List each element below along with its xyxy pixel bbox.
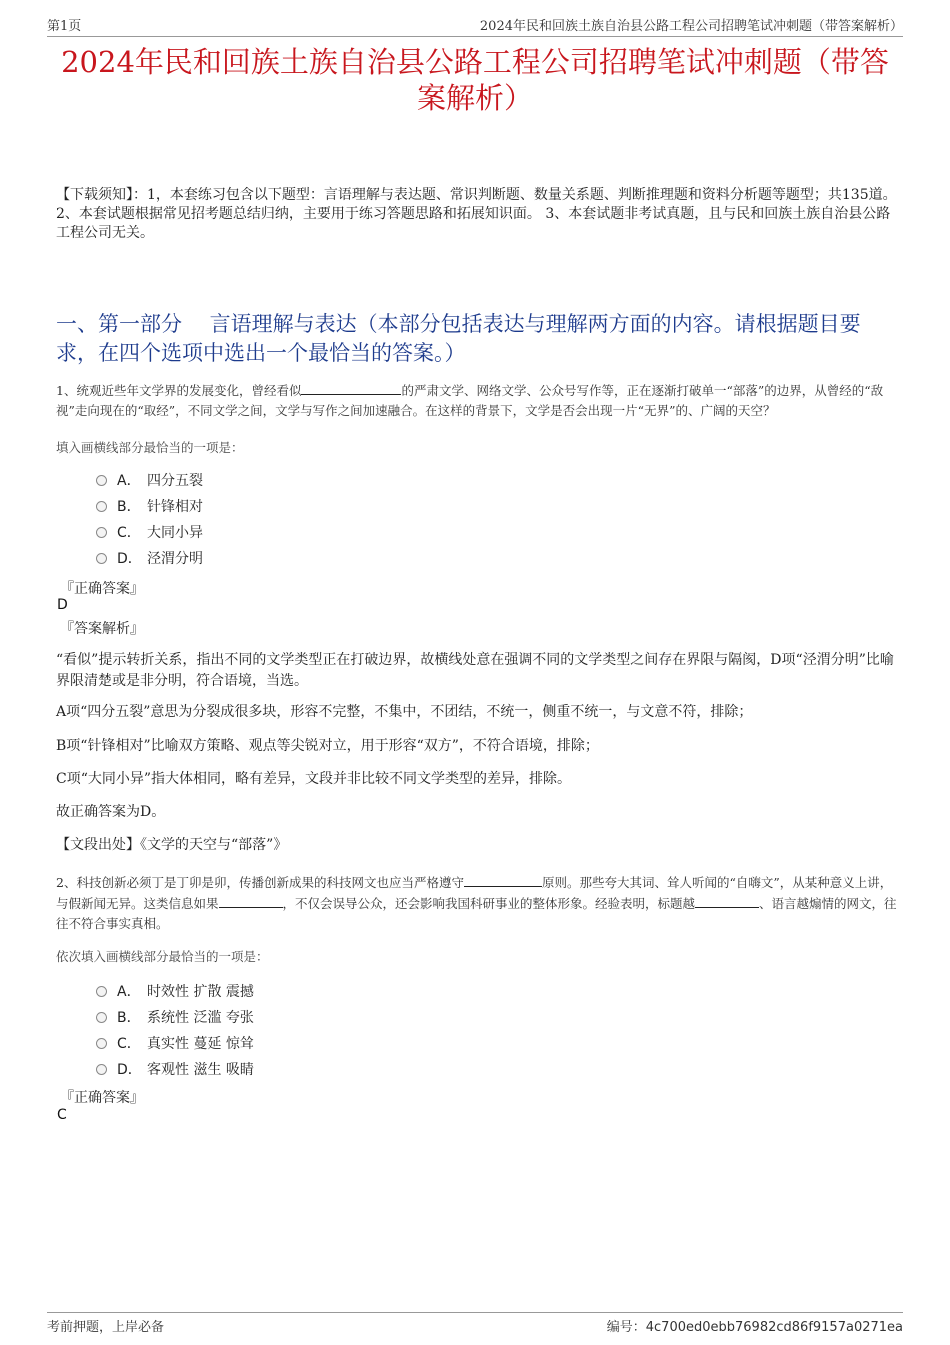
question-2-blank-1 (464, 872, 542, 887)
question-1-blank (301, 380, 401, 395)
question-1-text-a: 1、统观近些年文学界的发展变化，曾经看似 (56, 383, 302, 398)
question-2-text-a: 2、科技创新必须丁是丁卯是卯，传播创新成果的科技网文也应当严格遵守 (56, 875, 464, 890)
question-1-answer: D (57, 597, 68, 613)
question-1-source: 【文段出处】《文学的天空与“部落”》 (56, 837, 288, 853)
footer-id-label: 编号： (606, 1320, 646, 1335)
download-notice: 【下载须知】：1，本套练习包含以下题型：言语理解与表达题、常识判断题、数量关系题、判断推理题和资料分析题等题型；共135道。 2、本套试题根据常见招考题总结归纳，主要用于练习答题思路和拓展知识面。 3、本套试题非考试真题，且与民和回族土族自治县公路工程公司无关。 (56, 187, 897, 241)
question-2-text-d: 、语言越煽情的网文，往往不符合事实真相。 (56, 896, 897, 931)
radio-icon[interactable] (96, 475, 107, 486)
question-2-text-c: ，不仅会误导公众，还会影响我国科研事业的整体形象。经验表明，标题越 (282, 896, 696, 911)
header-doc-title: 2024年民和回族土族自治县公路工程公司招聘笔试冲刺题（带答案解析） (479, 19, 903, 34)
question-1-analysis-2: A项“四分五裂”意思为分裂成很多块，形容不完整，不集中，不团结，不统一，侧重不统一，与文意不符，排除； (56, 704, 753, 720)
question-2-text-b: 原则。那些夸大其词、耸人听闻的“自嗨文”，从某种意义上讲，与假新闻无异。这类信息如果 (56, 875, 893, 911)
section-heading: 一、第一部分 言语理解与表达（本部分包括表达与理解两方面的内容。请根据题目要求，在四个选项中选出一个最恰当的答案。） (56, 312, 861, 365)
radio-icon[interactable] (96, 1038, 107, 1049)
radio-icon[interactable] (96, 1064, 107, 1075)
question-2-option-d[interactable]: D． 客观性 滋生 吸睛 (96, 1058, 254, 1080)
question-1-option-c[interactable]: C． 大同小异 (96, 521, 203, 543)
radio-icon[interactable] (96, 553, 107, 564)
question-2-instruction: 依次填入画横线部分最恰当的一项是： (56, 949, 269, 964)
radio-icon[interactable] (96, 1012, 107, 1023)
question-1-analysis-3: B项“针锋相对”比喻双方策略、观点等尖锐对立，用于形容“双方”，不符合语境，排除； (56, 738, 599, 754)
question-2-option-b[interactable]: B． 系统性 泛滥 夸张 (96, 1006, 254, 1028)
question-1-answer-label: 『正确答案』 (60, 581, 144, 597)
radio-icon[interactable] (96, 501, 107, 512)
footer-id-code: 4c700ed0ebb76982cd86f9157a0271ea (645, 1320, 903, 1335)
question-1-text (56, 380, 900, 421)
question-2-option-c[interactable]: C． 真实性 蔓延 惊耸 (96, 1032, 254, 1054)
question-1-analysis-5: 故正确答案为D。 (56, 804, 166, 820)
footer-id (607, 1316, 903, 1335)
question-1-option-b[interactable]: B． 针锋相对 (96, 495, 203, 517)
page-header (47, 14, 903, 37)
page-title: 2024年民和回族土族自治县公路工程公司招聘笔试冲刺题（带答案解析） (61, 45, 889, 115)
question-1-option-d[interactable]: D． 泾渭分明 (96, 547, 203, 569)
question-2-blank-2 (219, 893, 283, 908)
question-1-analysis-label: 『答案解析』 (60, 621, 144, 637)
question-2-blank-3 (695, 893, 759, 908)
question-1-option-a[interactable]: A． 四分五裂 (96, 469, 203, 491)
question-2-answer: C (57, 1107, 67, 1123)
radio-icon[interactable] (96, 986, 107, 997)
footer-slogan: 考前押题，上岸必备 (47, 1320, 165, 1335)
page-footer (47, 1312, 903, 1335)
question-2-option-a[interactable]: A． 时效性 扩散 震撼 (96, 980, 254, 1002)
question-2-text (56, 872, 900, 934)
page-number: 第1页 (47, 19, 82, 34)
question-2-answer-label: 『正确答案』 (60, 1090, 144, 1106)
radio-icon[interactable] (96, 527, 107, 538)
question-1-analysis-4: C项“大同小异”指大体相同，略有差异，文段并非比较不同文学类型的差异，排除。 (56, 771, 572, 787)
question-1-instruction: 填入画横线部分最恰当的一项是： (56, 440, 244, 455)
question-1-text-b: 的严肃文学、网络文学、公众号写作等，正在逐渐打破单一“部落”的边界，从曾经的“敌视”走向现在的“取经”，不同文学之间，文学与写作之间加速融合。在这样的背景下，文学是否会出现一片“无界”的、广阔的天空？ (56, 383, 884, 418)
question-1-analysis-1: “看似”提示转折关系，指出不同的文学类型正在打破边界，故横线处意在强调不同的文学类型之间存在界限与隔阂，D项“泾渭分明”比喻界限清楚或是非分明，符合语境，当选。 (56, 652, 894, 689)
